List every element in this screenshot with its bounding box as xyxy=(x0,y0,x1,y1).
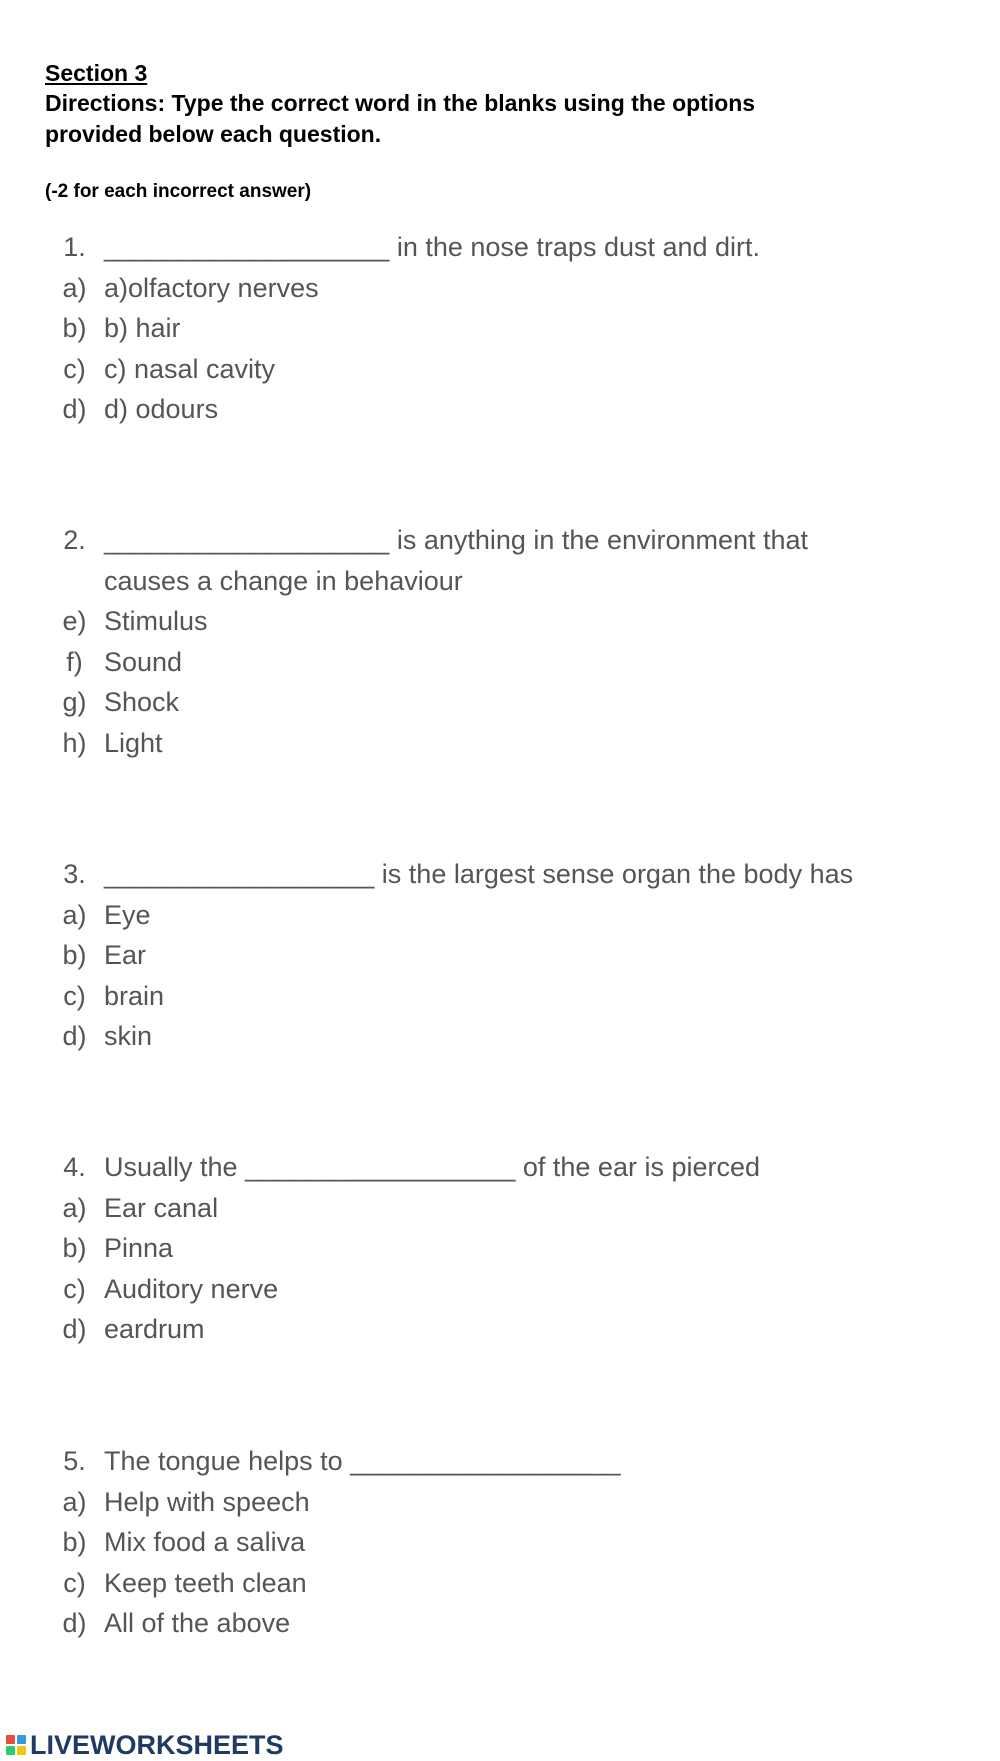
option-c xyxy=(45,349,945,390)
option-marker: d) xyxy=(62,394,87,424)
directions-line-1: Directions: Type the correct word in the blanks using the options xyxy=(45,90,756,116)
option-text: Stimulus xyxy=(104,606,208,636)
question-5 xyxy=(45,1441,945,1644)
liveworksheets-logo[interactable] xyxy=(6,1729,284,1761)
option-marker: c) xyxy=(63,1567,86,1598)
option-a xyxy=(45,268,945,309)
option-text: Mix food a saliva xyxy=(104,1527,306,1557)
question-4 xyxy=(45,1147,945,1350)
option-d xyxy=(45,389,945,430)
question-stem xyxy=(45,520,945,561)
option-b xyxy=(45,308,945,349)
directions-line-2: provided below each question. xyxy=(45,121,382,147)
worksheet-header xyxy=(45,58,945,204)
question-1 xyxy=(45,227,945,430)
question-text-before: Usually the xyxy=(104,1152,246,1182)
answer-blank[interactable]: __________________ xyxy=(245,1152,516,1182)
option-d xyxy=(45,1603,945,1644)
option-text: brain xyxy=(104,980,165,1011)
option-marker: a) xyxy=(62,272,87,303)
option-text: Ear xyxy=(104,940,147,970)
question-number: 3. xyxy=(63,859,86,889)
option-marker: h) xyxy=(62,727,87,758)
option-text: Pinna xyxy=(104,1233,174,1263)
penalty-note: (-2 for each incorrect answer) xyxy=(45,181,312,202)
answer-blank[interactable]: __________________ xyxy=(104,859,375,889)
option-marker: e) xyxy=(62,606,87,636)
option-text: Ear canal xyxy=(104,1192,219,1223)
question-stem xyxy=(45,1147,945,1188)
option-text: Auditory nerve xyxy=(104,1273,279,1304)
option-marker: d) xyxy=(62,1021,87,1051)
answer-blank[interactable]: __________________ xyxy=(350,1446,621,1476)
question-text: in the nose traps dust and dirt. xyxy=(389,232,761,262)
question-2 xyxy=(45,520,945,763)
logo-text: LIVEWORKSHEETS xyxy=(30,1729,284,1760)
section-title: Section 3 xyxy=(45,60,148,86)
option-marker: b) xyxy=(62,1233,87,1263)
option-a xyxy=(45,895,945,936)
option-b xyxy=(45,1522,945,1563)
question-number: 1. xyxy=(63,232,86,262)
logo-square xyxy=(17,1735,26,1744)
option-marker: b) xyxy=(62,313,87,343)
option-marker: c) xyxy=(63,1273,86,1304)
option-f xyxy=(45,642,945,683)
option-text: d) odours xyxy=(104,394,219,424)
option-text: b) hair xyxy=(104,313,181,343)
option-text: c) nasal cavity xyxy=(104,353,276,384)
option-marker: f) xyxy=(66,646,83,677)
option-marker: a) xyxy=(62,1486,87,1517)
logo-square xyxy=(17,1746,26,1755)
option-d xyxy=(45,1016,945,1057)
option-c xyxy=(45,1563,945,1604)
question-number: 2. xyxy=(63,525,86,555)
option-marker: c) xyxy=(63,980,86,1011)
option-marker: a) xyxy=(62,1192,87,1223)
question-text: is the largest sense organ the body has xyxy=(374,859,854,889)
option-text: All of the above xyxy=(104,1608,291,1638)
option-d xyxy=(45,1309,945,1350)
option-text: skin xyxy=(104,1021,153,1051)
option-g xyxy=(45,682,945,723)
option-text: Keep teeth clean xyxy=(104,1567,307,1598)
question-stem xyxy=(45,227,945,268)
question-text: is anything in the environment that xyxy=(389,525,809,555)
question-stem xyxy=(45,854,945,895)
option-b xyxy=(45,1228,945,1269)
option-marker: d) xyxy=(62,1608,87,1638)
answer-blank[interactable]: ___________________ xyxy=(104,232,390,262)
option-text: Shock xyxy=(104,687,180,717)
option-marker: b) xyxy=(62,940,87,970)
option-h xyxy=(45,723,945,764)
logo-square xyxy=(6,1746,15,1755)
option-text: Help with speech xyxy=(104,1486,310,1517)
option-c xyxy=(45,1269,945,1310)
option-marker: c) xyxy=(63,353,86,384)
answer-blank[interactable]: ___________________ xyxy=(104,525,390,555)
logo-square xyxy=(6,1735,15,1744)
option-b xyxy=(45,935,945,976)
logo-mark-icon xyxy=(6,1735,26,1755)
option-a xyxy=(45,1188,945,1229)
option-e xyxy=(45,601,945,642)
question-text-continuation: causes a change in behaviour xyxy=(104,565,463,596)
option-text: Light xyxy=(104,727,163,758)
question-number: 5. xyxy=(63,1446,86,1476)
question-text: of the ear is pierced xyxy=(515,1152,761,1182)
option-marker: g) xyxy=(62,687,87,717)
option-text: Sound xyxy=(104,646,183,677)
question-number: 4. xyxy=(63,1152,86,1182)
option-text: eardrum xyxy=(104,1314,205,1344)
question-text-before: The tongue helps to xyxy=(104,1446,351,1476)
option-text: a)olfactory nerves xyxy=(104,272,319,303)
option-marker: d) xyxy=(62,1314,87,1344)
question-stem xyxy=(45,1441,945,1482)
option-a xyxy=(45,1482,945,1523)
option-marker: b) xyxy=(62,1527,87,1557)
option-text: Eye xyxy=(104,899,151,930)
option-marker: a) xyxy=(62,899,87,930)
option-c xyxy=(45,976,945,1017)
question-3 xyxy=(45,854,945,1057)
